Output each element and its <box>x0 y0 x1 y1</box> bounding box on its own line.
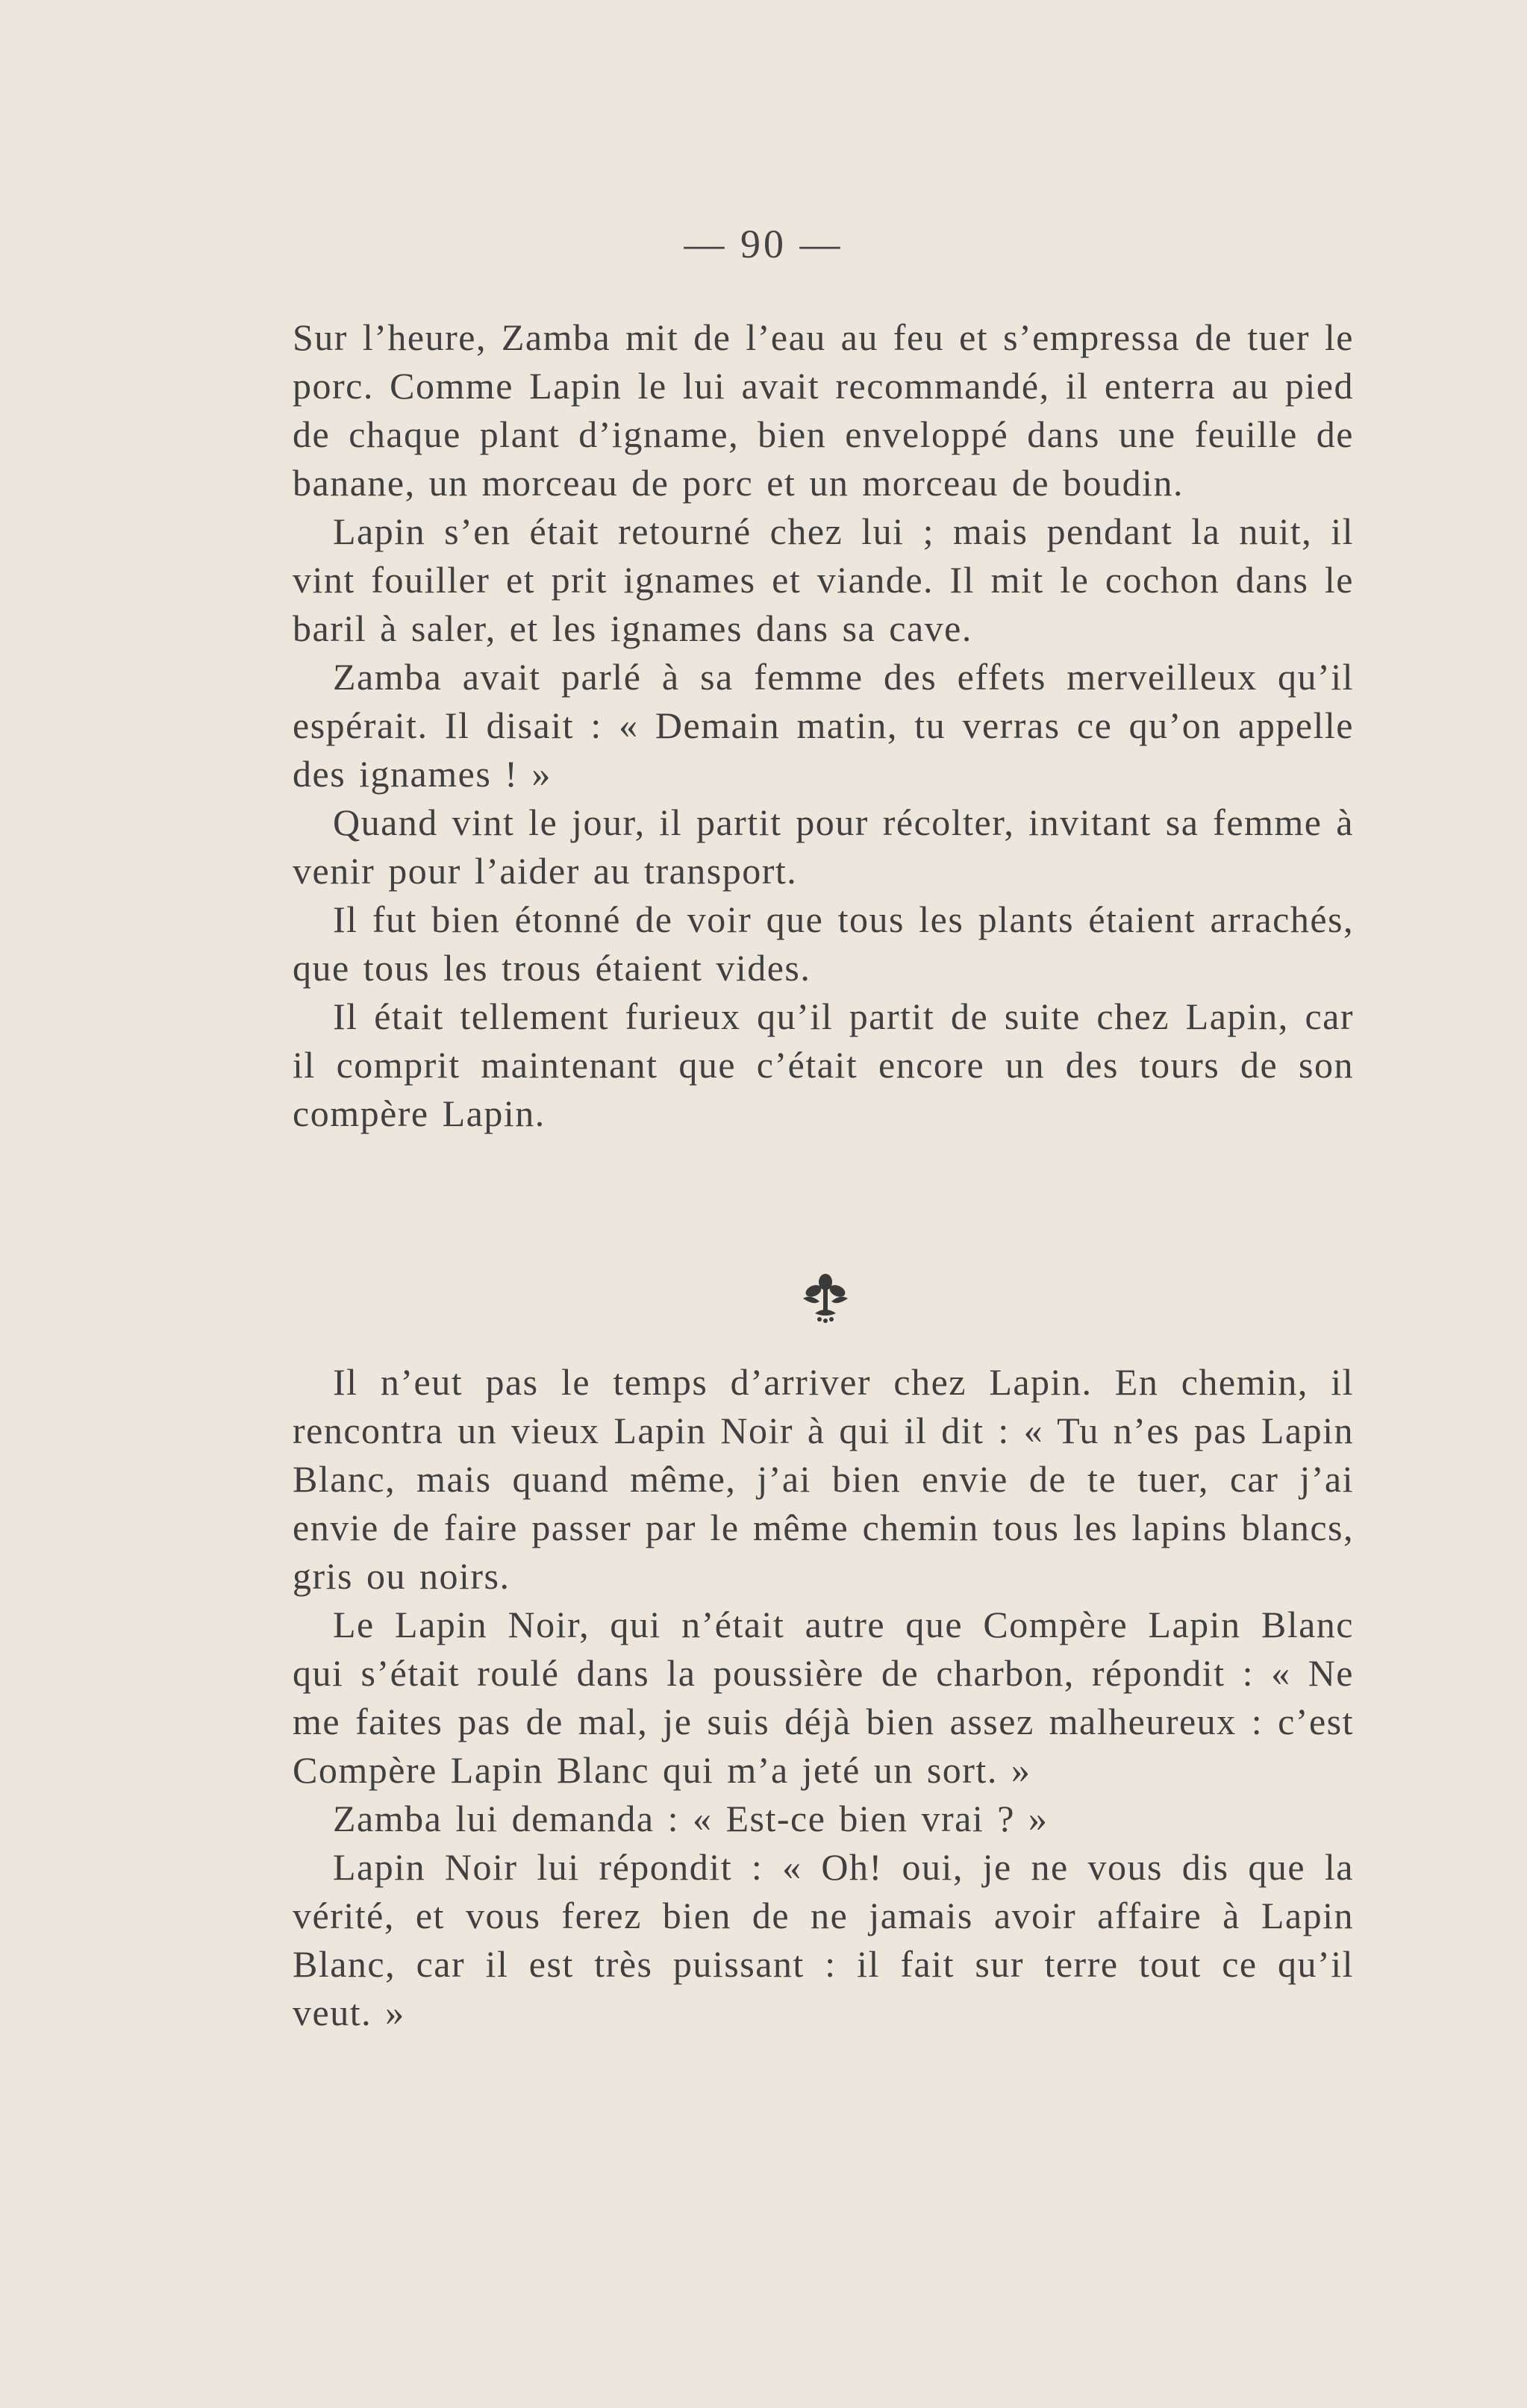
paragraph: Quand vint le jour, il partit pour récolter, invitant sa femme à venir pour l’aider au transport. <box>293 801 1354 892</box>
paragraph: Zamba lui demanda : « Est-ce bien vrai ? » <box>333 1798 1049 1839</box>
text-section-2 <box>293 1358 1354 2037</box>
paragraph: Lapin Noir lui répondit : « Oh! oui, je ne vous dis que la vérité, et vous ferez bien de ne jamais avoir affaire à Lapin Blanc, car il est très puissant : il fait sur terre tout ce qu’il veut. » <box>293 1846 1354 2033</box>
paragraph: Zamba avait parlé à sa femme des effets merveilleux qu’il espérait. Il disait : « Demain matin, tu verras ce qu’on appelle des ignames ! » <box>293 656 1354 795</box>
paragraph: Lapin s’en était retourné chez lui ; mais pendant la nuit, il vint fouiller et prit ignames et viande. Il mit le cochon dans le baril à saler, et les ignames dans sa cave. <box>293 510 1354 649</box>
paragraph: Il était tellement furieux qu’il partit de suite chez Lapin, car il comprit maintenant que c’était encore un des tours de son compère Lapin. <box>293 995 1354 1134</box>
page-number: — 90 — <box>684 222 843 266</box>
paragraph: Le Lapin Noir, qui n’était autre que Compère Lapin Blanc qui s’était roulé dans la poussière de charbon, répondit : « Ne me faites pas de mal, je suis déjà bien assez malheureux : c’est Compère Lapin Blanc qui m’a jeté un sort. » <box>293 1604 1354 1791</box>
text-section-1 <box>293 313 1354 1138</box>
paragraph: Il fut bien étonné de voir que tous les plants étaient arrachés, que tous les trous étaient vides. <box>293 898 1354 989</box>
paragraph: Sur l’heure, Zamba mit de l’eau au feu et s’empressa de tuer le porc. Comme Lapin le lui avait recommandé, il enterra au pied de chaque plant d’igname, bien enveloppé dans une feuille de banane, un morceau de porc et un morceau de boudin. <box>293 316 1354 504</box>
paragraph: Il n’eut pas le temps d’arriver chez Lapin. En chemin, il rencontra un vieux Lapin Noir à qui il dit : « Tu n’es pas Lapin Blanc, mais quand même, j’ai bien envie de te tuer, car j’ai envie de faire passer par le même chemin tous les lapins blancs, gris ou noirs. <box>293 1361 1354 1597</box>
fleuron-icon <box>797 1272 854 1324</box>
